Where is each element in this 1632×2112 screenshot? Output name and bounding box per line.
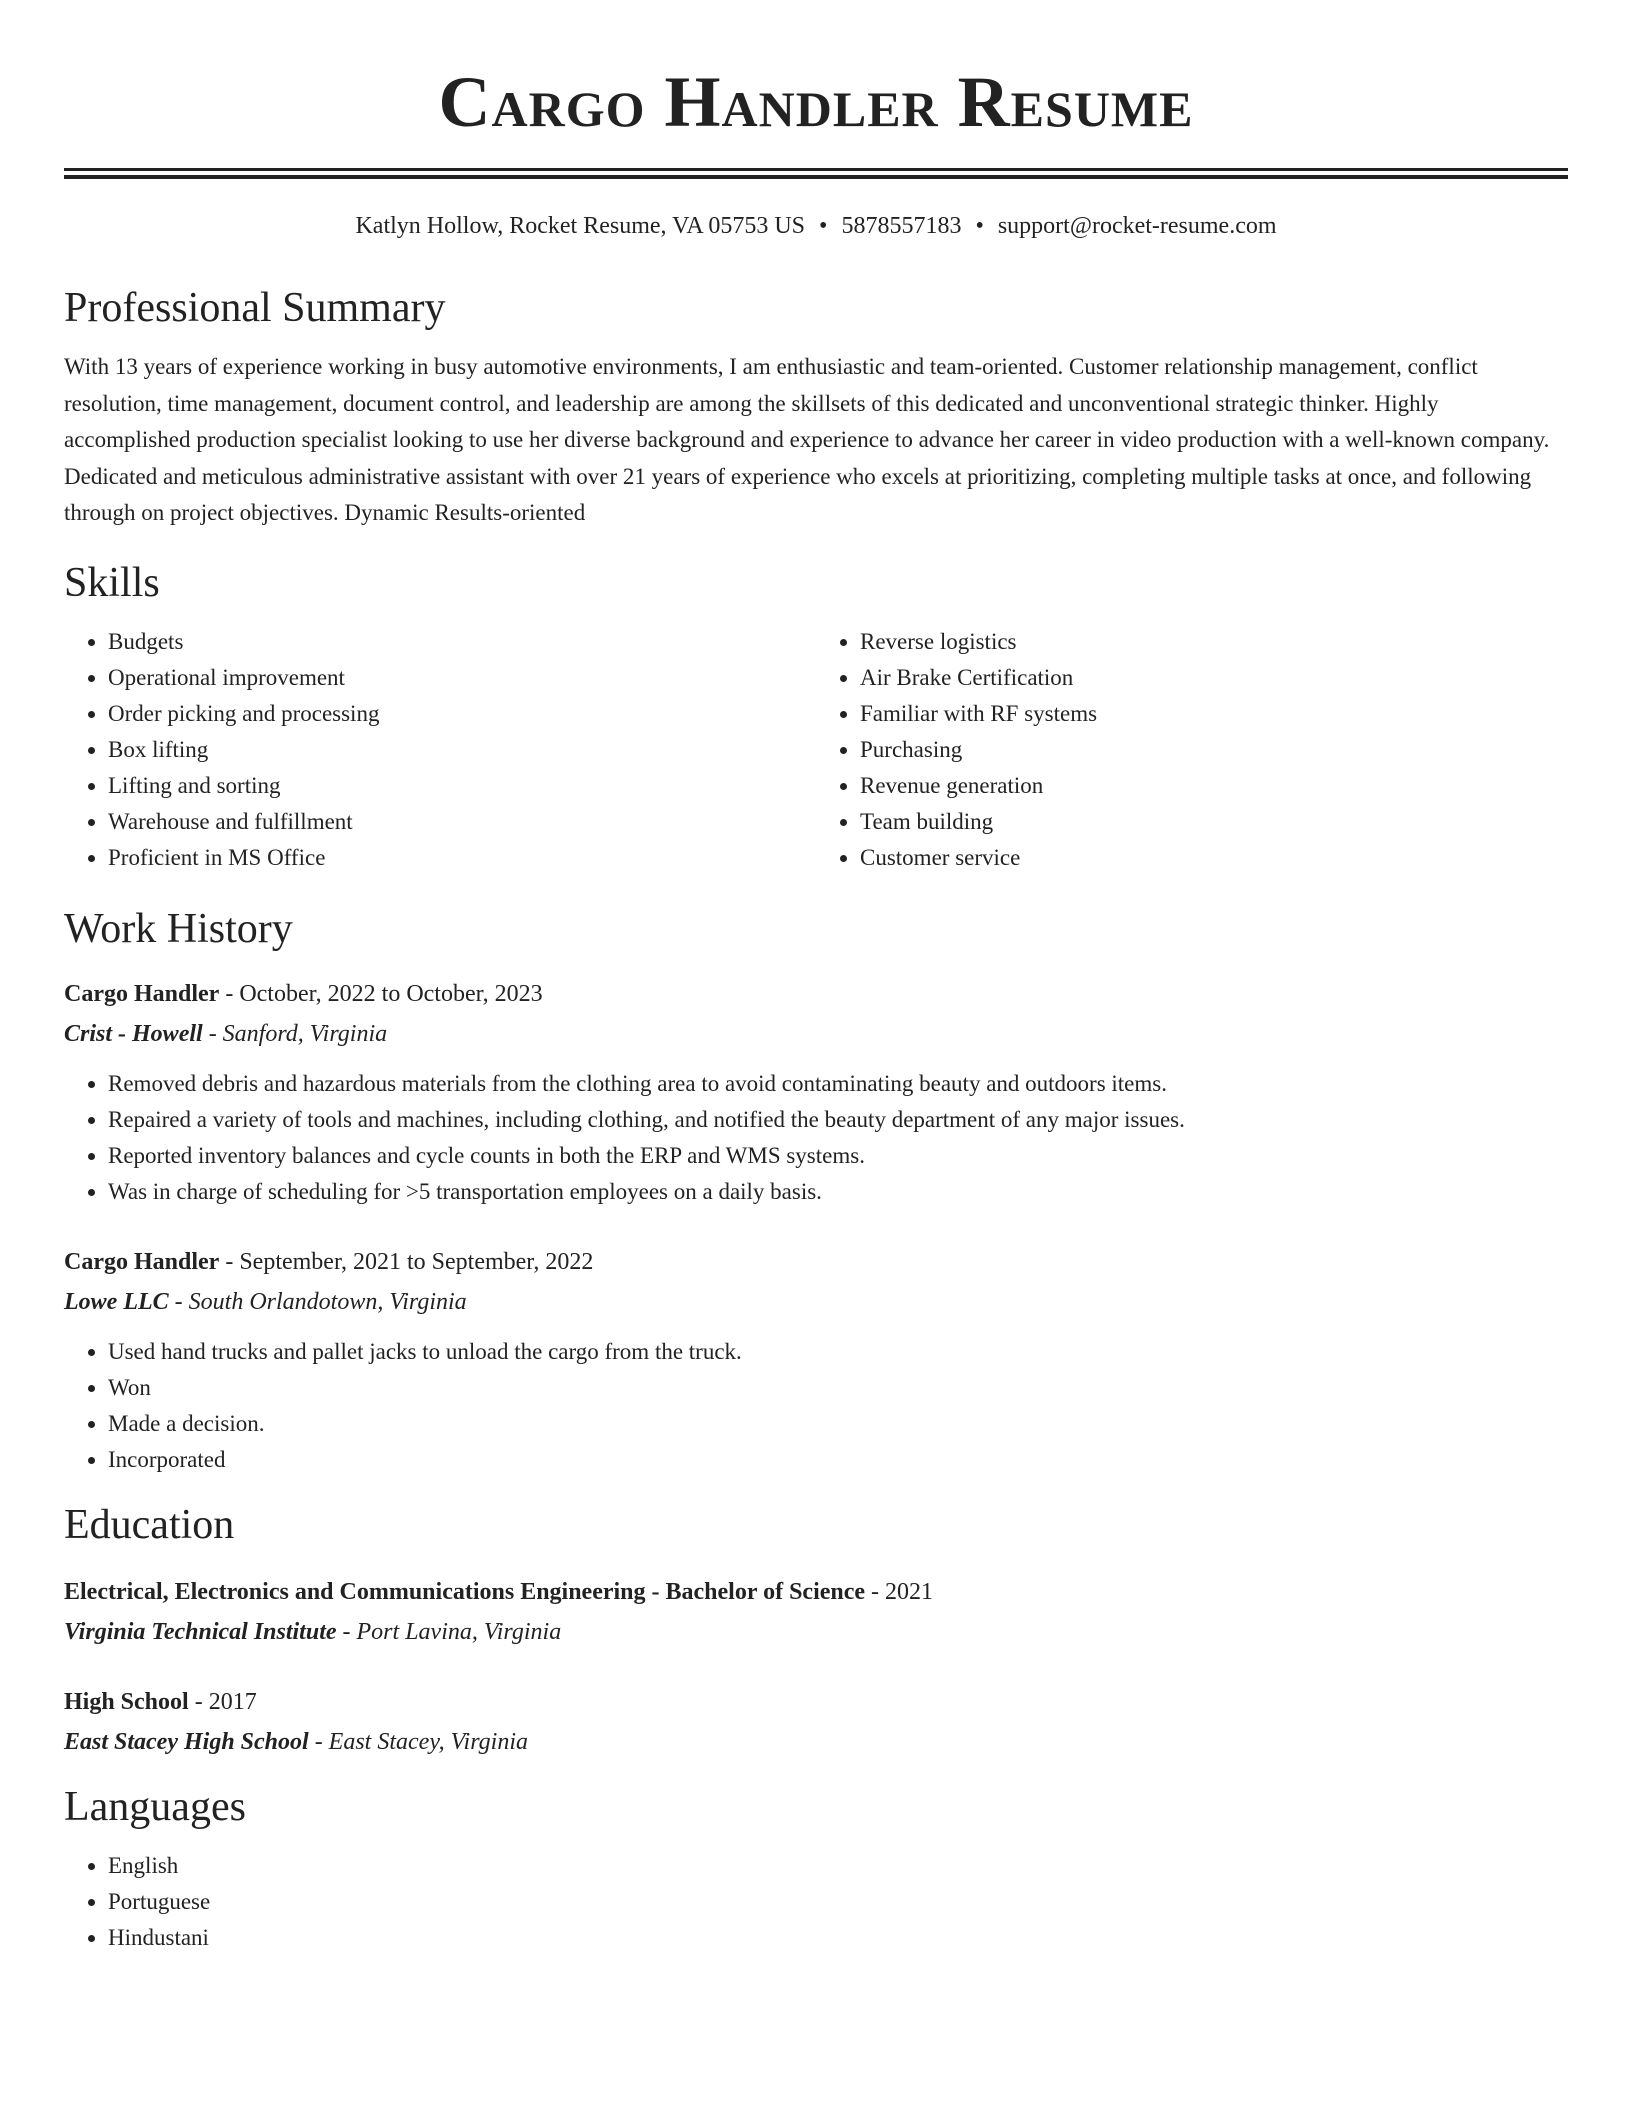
education-entry (64, 1682, 1568, 1762)
skills-columns (64, 624, 1568, 876)
job-location: - Sanford, Virginia (202, 1020, 388, 1047)
job-bullet: • Reported inventory balances and cycle counts in both the ERP and WMS systems. (108, 1138, 1568, 1174)
job-title-line (64, 974, 1568, 1014)
contact-phone: 5878557183 (841, 213, 962, 239)
job-bullet: • Used hand trucks and pallet jacks to unload the cargo from the truck. (108, 1334, 1568, 1370)
skill-item: • Budgets (108, 624, 816, 660)
education-school: Virginia Technical Institute (64, 1618, 337, 1645)
job-title: Cargo Handler (64, 1248, 220, 1275)
education-degree: Electrical, Electronics and Communications Engineering - Bachelor of Science (64, 1578, 866, 1605)
job-company-line (64, 1282, 1568, 1322)
skill-item: • Box lifting (108, 732, 816, 768)
language-item: • Portuguese (108, 1884, 1568, 1920)
language-item: • Hindustani (108, 1920, 1568, 1956)
skills-heading: Skills (64, 559, 160, 606)
skill-item: • Team building (860, 804, 1568, 840)
education-school: East Stacey High School (64, 1728, 309, 1755)
job-bullets (64, 1066, 1568, 1210)
skill-item: • Familiar with RF systems (860, 696, 1568, 732)
education-year: - 2021 (865, 1578, 934, 1605)
education-heading: Education (64, 1501, 235, 1548)
contact-address: Katlyn Hollow, Rocket Resume, VA 05753 US (355, 213, 806, 239)
job-bullet: • Incorporated (108, 1442, 1568, 1478)
title-divider (64, 168, 1568, 179)
contact-separator: • (819, 213, 828, 239)
skill-item: • Order picking and processing (108, 696, 816, 732)
job-title-line (64, 1242, 1568, 1282)
education-entry (64, 1572, 1568, 1652)
page-title: Cargo Handler Resume (438, 62, 1194, 142)
skill-item: • Lifting and sorting (108, 768, 816, 804)
job-bullet: • Repaired a variety of tools and machines, including clothing, and notified the beauty department of any major issues. (108, 1102, 1568, 1138)
job-company: Crist - Howell (64, 1020, 203, 1047)
job-entry (64, 974, 1568, 1210)
contact-email: support@rocket-resume.com (997, 213, 1277, 239)
skills-list-left (64, 624, 816, 876)
summary-text: With 13 years of experience working in busy automotive environments, I am enthusiastic and team-oriented. Customer relationship management, conflict resolution, time management, document control, and leadership are among the skillsets of this dedicated and unconventional strategic thinker. Highly accomplished production specialist looking to use her diverse background and experience to advance her career in video production with a well-known company. Dedicated and meticulous administrative assistant with over 21 years of experience who excels at prioritizing, completing multiple tasks at once, and following through on project objectives. Dynamic Results-oriented (64, 354, 1550, 525)
skill-item: • Reverse logistics (860, 624, 1568, 660)
education-location: - East Stacey, Virginia (308, 1728, 528, 1755)
job-bullet: • Removed debris and hazardous materials from the clothing area to avoid contaminating beauty and outdoors items. (108, 1066, 1568, 1102)
education-year: - 2017 (188, 1688, 257, 1715)
job-title: Cargo Handler (64, 980, 220, 1007)
education-school-line (64, 1722, 1568, 1762)
skills-list-right (816, 624, 1568, 876)
skill-item: • Warehouse and fulfillment (108, 804, 816, 840)
job-dates: - October, 2022 to October, 2023 (219, 980, 543, 1007)
job-dates: - September, 2021 to September, 2022 (219, 1248, 594, 1275)
skill-item: • Customer service (860, 840, 1568, 876)
skill-item: • Proficient in MS Office (108, 840, 816, 876)
languages-heading: Languages (64, 1783, 246, 1830)
contact-line (64, 209, 1568, 243)
education-degree: High School (64, 1688, 189, 1715)
languages-list (64, 1848, 1568, 1956)
education-school-line (64, 1612, 1568, 1652)
job-entry (64, 1242, 1568, 1478)
education-location: - Port Lavina, Virginia (336, 1618, 562, 1645)
work-history-heading: Work History (64, 905, 293, 952)
education-degree-line (64, 1572, 1568, 1612)
contact-separator: • (975, 213, 984, 239)
job-bullets (64, 1334, 1568, 1478)
job-bullet: • Won (108, 1370, 1568, 1406)
skill-item: • Revenue generation (860, 768, 1568, 804)
skill-item: • Air Brake Certification (860, 660, 1568, 696)
summary-heading: Professional Summary (64, 285, 446, 331)
skill-item: • Operational improvement (108, 660, 816, 696)
job-company: Lowe LLC (64, 1288, 169, 1315)
job-location: - South Orlandotown, Virginia (168, 1288, 467, 1315)
language-item: • English (108, 1848, 1568, 1884)
job-bullet: • Was in charge of scheduling for >5 transportation employees on a daily basis. (108, 1174, 1568, 1210)
job-company-line (64, 1014, 1568, 1054)
education-degree-line (64, 1682, 1568, 1722)
job-bullet: • Made a decision. (108, 1406, 1568, 1442)
skill-item: • Purchasing (860, 732, 1568, 768)
